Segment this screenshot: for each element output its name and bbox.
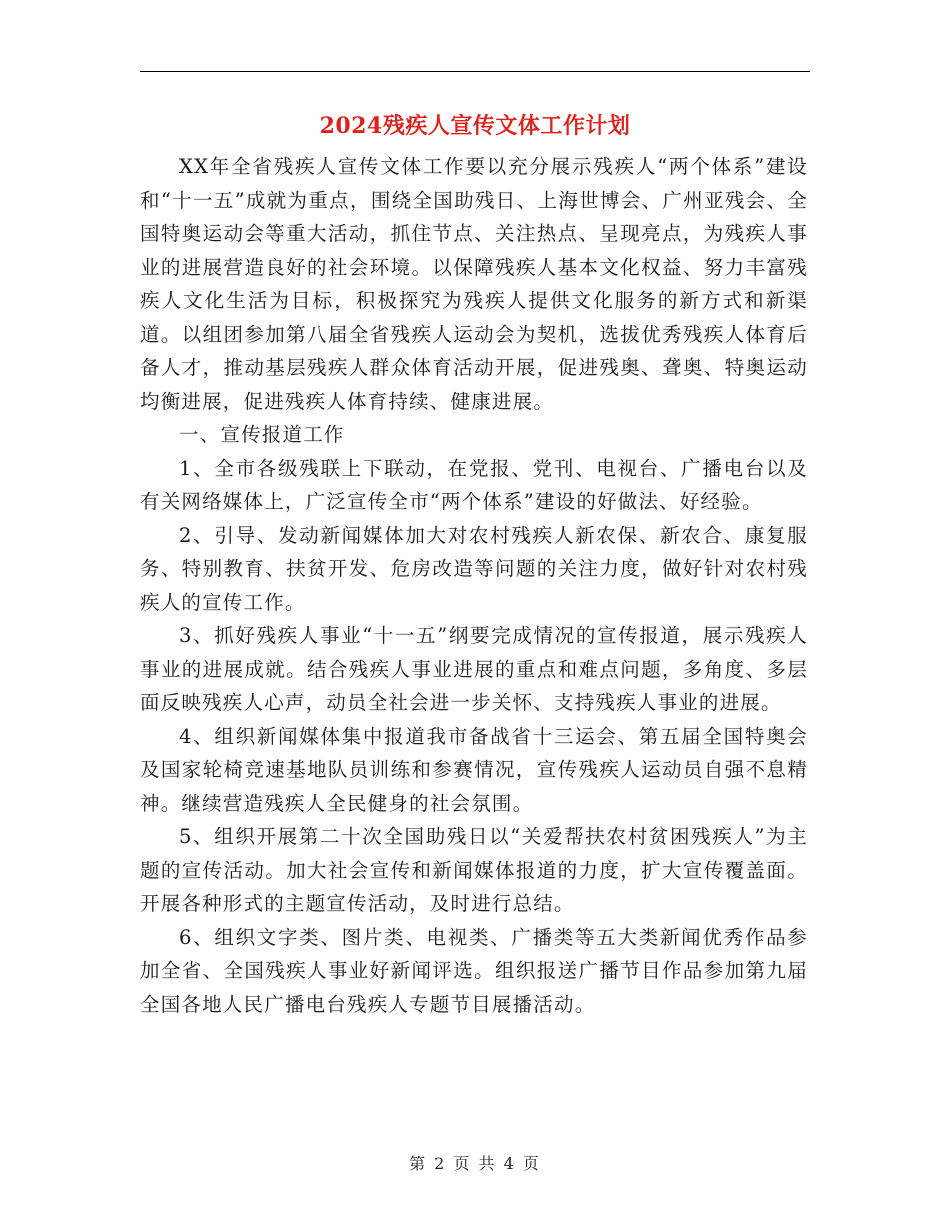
intro-paragraph: XX年全省残疾人宣传文体工作要以充分展示残疾人“两个体系”建设和“十一五”成就为重点，围绕全国助残日、上海世博会、广州亚残会、全国特奥运动会等重大活动，抓住节点、关注热点、呈现亮点，为残疾人事业的进展营造良好的社会环境。以保障残疾人基本文化权益、努力丰富残疾人文化生活为目标，积极探究为残疾人提供文化服务的新方式和新渠道。以组团参加第八届全省残疾人运动会为契机，选拔优秀残疾人体育后备人才，推动基层残疾人群众体育活动开展，促进残奥、聋奥、特奥运动均衡进展，促进残疾人体育持续、健康进展。: [140, 155, 808, 413]
item-paragraph-6: 6、组织文字类、图片类、电视类、广播类等五大类新闻优秀作品参加全省、全国残疾人事业好新闻评选。组织报送广播节目作品参加第九届全国各地人民广播电台残疾人专题节目展播活动。: [140, 925, 808, 1016]
header-rule: [140, 71, 810, 72]
item-paragraph-5: 5、组织开展第二十次全国助残日以“关爱帮扶农村贫困残疾人”为主题的宣传活动。加大社会宣传和新闻媒体报道的力度，扩大宣传覆盖面。开展各种形式的主题宣传活动，及时进行总结。: [140, 825, 808, 915]
item-paragraph-4: 4、组织新闻媒体集中报道我市备战省十三运会、第五届全国特奥会及国家轮椅竞速基地队员训练和参赛情况，宣传残疾人运动员自强不息精神。继续营造残疾人全民健身的社会氛围。: [140, 724, 808, 815]
item-paragraph-3: 3、抓好残疾人事业“十一五”纲要完成情况的宣传报道，展示残疾人事业的进展成就。结合残疾人事业进展的重点和难点问题，多角度、多层面反映残疾人心声，动员全社会进一步关怀、支持残疾人事业的进展。: [140, 624, 808, 714]
document-title: 2024残疾人宣传文体工作计划: [319, 113, 631, 139]
document-body: [140, 150, 808, 1021]
item-paragraph-1: 1、全市各级残联上下联动，在党报、党刊、电视台、广播电台以及有关网络媒体上，广泛宣传全市“两个体系”建设的好做法、好经验。: [140, 456, 808, 513]
item-paragraph-2: 2、引导、发动新闻媒体加大对农村残疾人新农保、新农合、康复服务、特别教育、扶贫开发、危房改造等问题的关注力度，做好针对农村残疾人的宣传工作。: [140, 523, 808, 614]
page-number-footer: 第 2 页 共 4 页: [409, 1154, 541, 1173]
section-heading-publicity: 一、宣传报道工作: [179, 423, 345, 446]
